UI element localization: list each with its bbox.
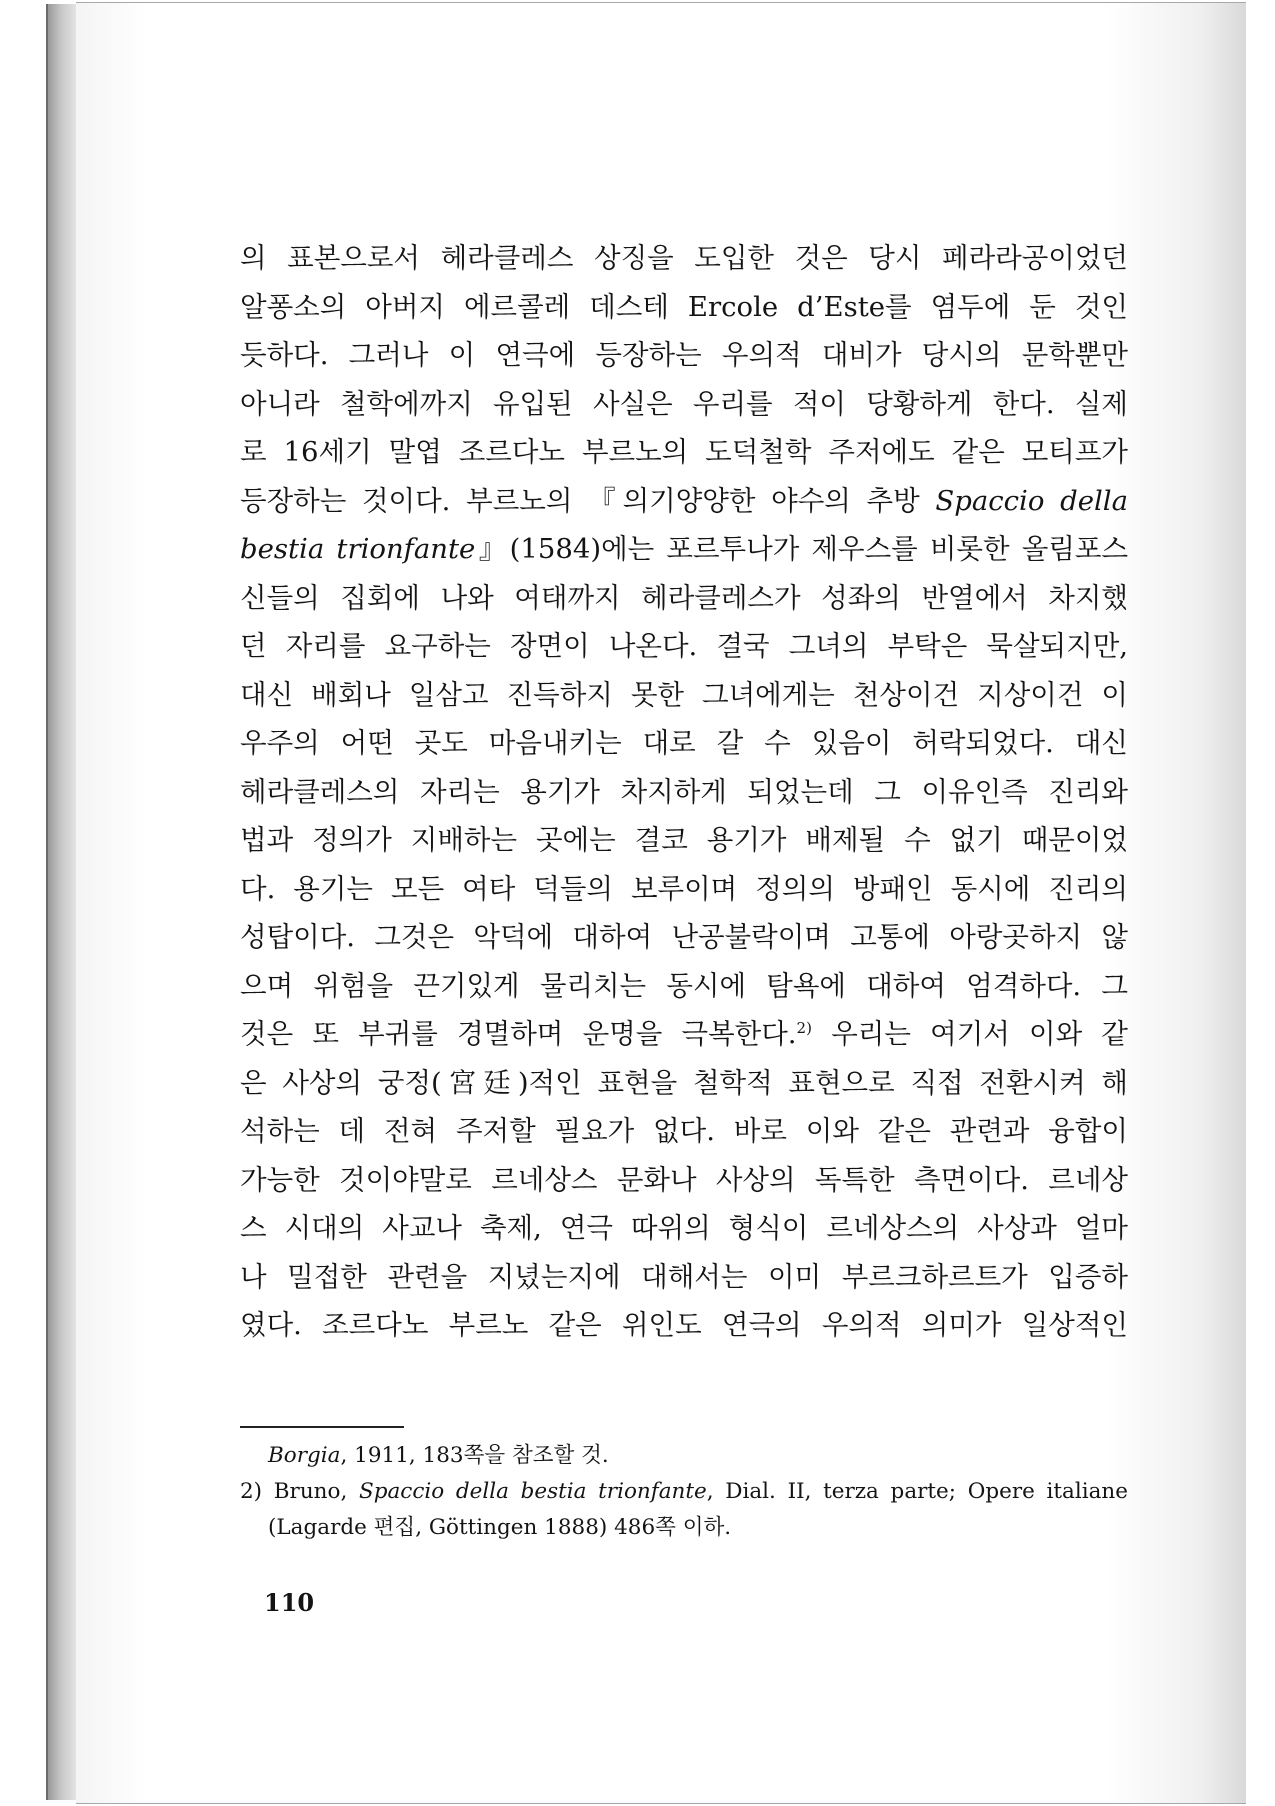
body-line [240,331,1128,380]
body-line [240,962,1128,1011]
body-line [240,477,1128,526]
footnote-divider [240,1426,404,1428]
body-line [240,1301,1128,1350]
body-line [240,671,1128,720]
text-run: 법과 정의가 지배하는 곳에는 결코 용기가 배제될 수 없기 때문이었 [240,824,1128,856]
book-spine-edge [46,4,78,1800]
text-run: 다. 용기는 모든 여타 덕들의 보루이며 정의의 방패인 동시에 진리의 [240,872,1128,905]
body-line [240,719,1128,768]
text-run: 은 사상의 궁정(宮廷)적인 표현을 철학적 표현으로 직접 전환시켜 해 [240,1066,1128,1099]
body-line [240,574,1128,623]
body-line [240,865,1128,914]
italic-text: Spaccio della [935,484,1128,517]
text-run: 아니라 철학에까지 유입된 사실은 우리를 적이 당황하게 한다. 실제 [240,387,1128,420]
body-line [240,1156,1128,1205]
text-run: 스 시대의 사교나 축제, 연극 따위의 형식이 르네상스의 사상과 얼마 [240,1212,1128,1244]
body-line [240,1010,1128,1059]
text-run: 헤라클레스의 자리는 용기가 차지하게 되었는데 그 이유인즉 진리와 [240,775,1128,808]
text-run: 우리는 여기서 이와 같 [811,1018,1128,1050]
body-line [240,1253,1128,1302]
text-run: 의 표본으로서 헤라클레스 상징을 도입한 것은 당시 페라라공이었던 [240,242,1128,274]
text-run: 가능한 것이야말로 르네상스 문화나 사상의 독특한 측면이다. 르네상 [240,1163,1128,1196]
body-line [240,234,1128,283]
text-run: 듯하다. 그러나 이 연극에 등장하는 우의적 대비가 당시의 문학뿐만 [240,339,1128,371]
text-run: 나 밀접한 관련을 지녔는지에 대해서는 이미 부르크하르트가 입증하 [240,1260,1128,1293]
body-line [240,913,1128,962]
text-run: 것은 또 부귀를 경멸하며 운명을 극복한다. [240,1018,797,1050]
footnotes [240,1438,1128,1546]
text-run: (Lagarde 편집, Göttingen 1888) 486쪽 이하. [268,1515,732,1540]
text-run: 대신 배회나 일삼고 진득하지 못한 그녀에게는 천상이건 지상이건 이 [240,678,1128,711]
text-run: 석하는 데 전혀 주저할 필요가 없다. 바로 이와 같은 관련과 융합이 [240,1115,1128,1147]
text-run: 등장하는 것이다. 부르노의 『의기양양한 야수의 추방 [240,484,936,517]
body-line [240,1107,1128,1156]
text-run: 성탑이다. 그것은 악덕에 대하여 난공불락이며 고통에 아랑곳하지 않 [240,921,1128,953]
body-line [240,380,1128,429]
footnote-reference: 2) [796,1018,812,1037]
text-run: 』(1584)에는 포르투나가 제우스를 비롯한 올림포스 [475,533,1129,565]
text-run: 였다. 조르다노 부르노 같은 위인도 연극의 우의적 의미가 일상적인 [240,1309,1128,1341]
body-line [240,816,1128,865]
text-run: 던 자리를 요구하는 장면이 나온다. 결국 그녀의 부탁은 묵살되지만, [240,630,1128,662]
page-number: 110 [264,1588,315,1617]
body-line [240,525,1128,574]
body-line [240,768,1128,817]
body-line [240,1059,1128,1108]
italic-text: Borgia [268,1443,341,1468]
text-run: , Dial. II, terza parte; Opere italiane [706,1479,1128,1504]
body-line [240,622,1128,671]
footnote-line [240,1474,1128,1510]
body-text [240,234,1128,1350]
body-line [240,1204,1128,1253]
text-run: 으며 위험을 끈기있게 물리치는 동시에 탐욕에 대하여 엄격하다. 그 [240,969,1128,1002]
italic-text: bestia trionfante [240,533,476,565]
text-run: 신들의 집회에 나와 여태까지 헤라클레스가 성좌의 반열에서 차지했 [240,581,1128,614]
text-run: , 1911, 183쪽을 참조할 것. [340,1443,609,1468]
text-run: 알퐁소의 아버지 에르콜레 데스테 Ercole d’Este를 염두에 둔 것인 [240,290,1128,323]
italic-text: Spaccio della bestia trionfante [358,1479,707,1504]
footnote-line [240,1438,1128,1474]
body-line [240,283,1128,332]
text-run: 2) Bruno, [240,1479,359,1504]
footnote-line [240,1510,1128,1546]
text-run: 로 16세기 말엽 조르다노 부르노의 도덕철학 주저에도 같은 모티프가 [240,436,1128,468]
text-run: 우주의 어떤 곳도 마음내키는 대로 갈 수 있음이 허락되었다. 대신 [240,727,1128,759]
body-line [240,428,1128,477]
